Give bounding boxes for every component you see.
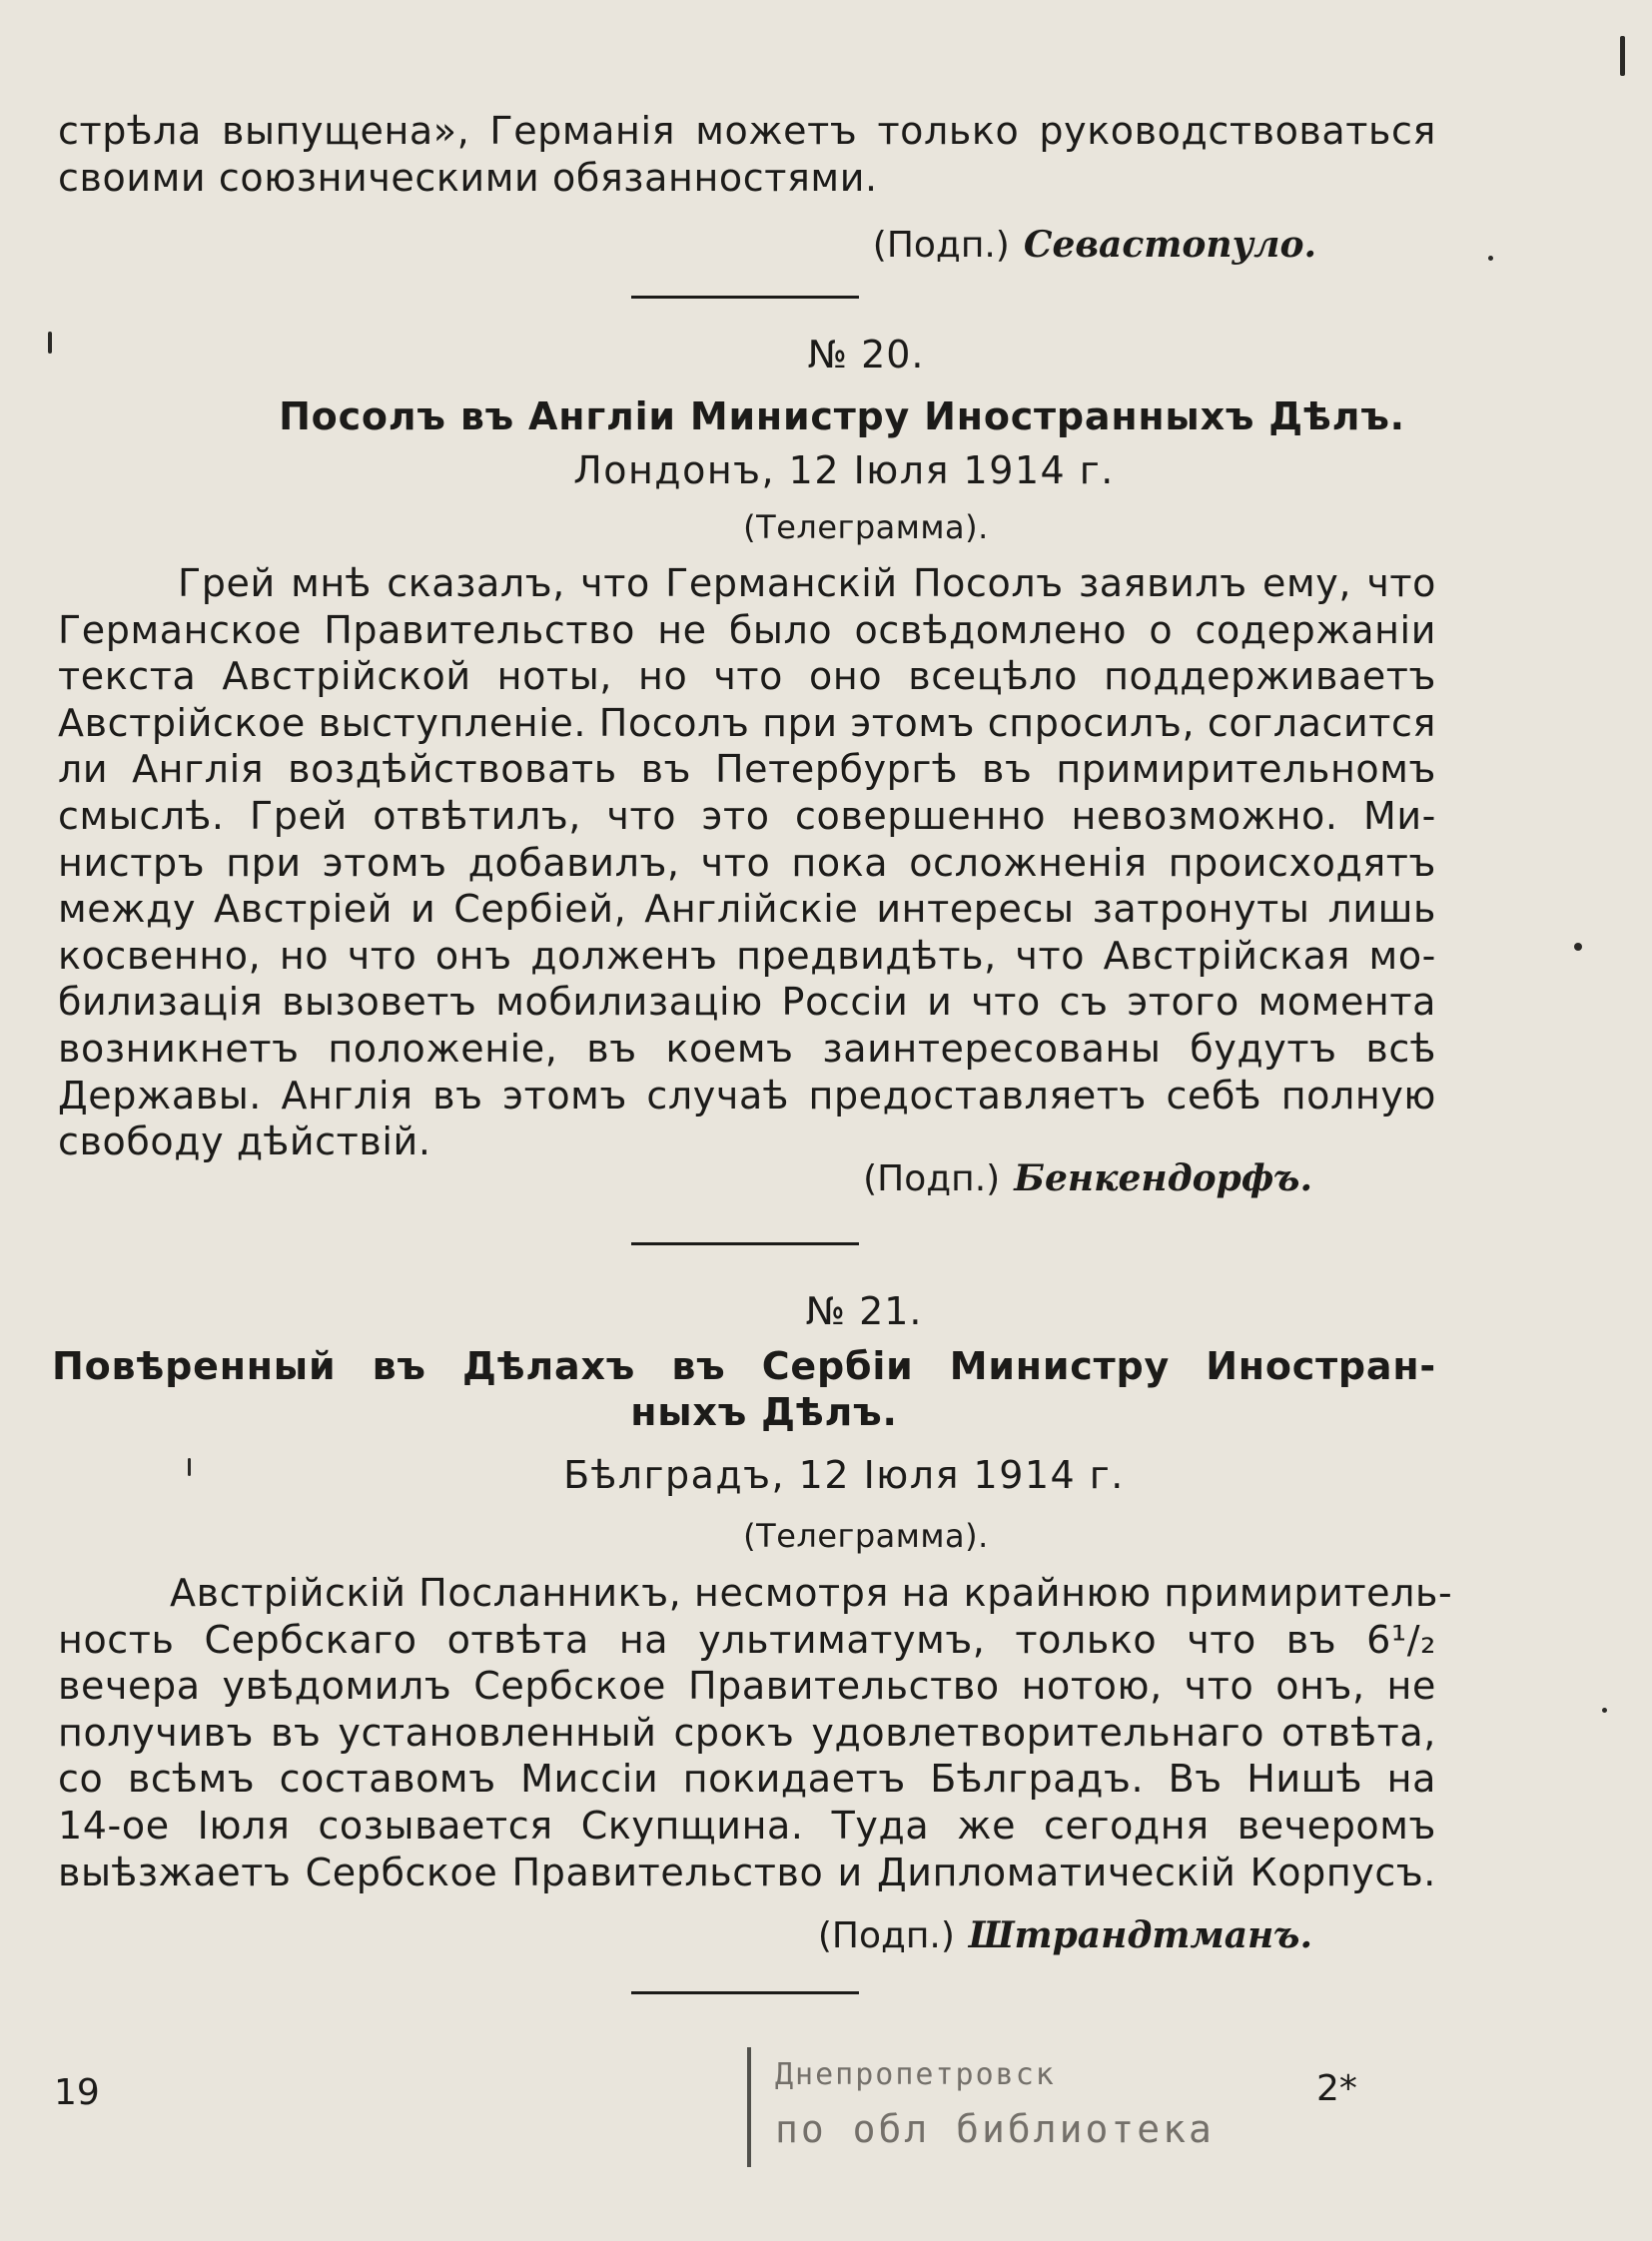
paper-speck — [188, 1458, 191, 1476]
text-line: билизація вызоветъ мобилизацію Россіи и что съ этого момента — [58, 980, 1436, 1025]
text-line: текста Австрійской ноты, но что оно всецѣло поддерживаетъ — [58, 654, 1436, 699]
document-type-21: (Телеграмма). — [743, 1517, 989, 1555]
text-line: ность Сербскаго отвѣта на ультиматумъ, только что въ 6¹/₂ — [58, 1617, 1436, 1662]
document-heading-20: Посолъ въ Англіи Министру Иностранныхъ Дѣлъ. — [279, 394, 1405, 438]
paper-speck — [1620, 36, 1625, 76]
text-line: 14-ое Іюля созывается Скупщина. Туда же сегодня вечеромъ — [58, 1803, 1436, 1848]
signature-name: Штрандтманъ. — [968, 1914, 1312, 1956]
place-date-20: Лондонъ, 12 Іюля 1914 г. — [573, 448, 1115, 492]
text-line: Австрійское выступленіе. Посолъ при этомъ спросилъ, согласится — [58, 700, 1436, 745]
document-number-21: № 21. — [805, 1289, 923, 1333]
document-number-20: № 20. — [807, 333, 925, 376]
text-line: Германское Правительство не было освѣдомлено о содержаніи — [58, 607, 1436, 652]
text-line: возникнетъ положеніе, въ коемъ заинтересованы будутъ всѣ — [58, 1026, 1436, 1071]
text-line: вечера увѣдомилъ Сербское Правительство нотою, что онъ, не — [58, 1664, 1436, 1709]
text-line: своими союзническими обязанностями. — [58, 155, 878, 200]
heading-line: Повѣренный въ Дѣлахъ въ Сербіи Министру Иностран- — [52, 1344, 1436, 1388]
signature-sevastopulo — [873, 223, 1316, 268]
text-line: Державы. Англія въ этомъ случаѣ предоставляетъ себѣ полную — [58, 1073, 1436, 1118]
intro-paragraph — [58, 108, 1436, 201]
text-line: со всѣмъ составомъ Миссіи покидаетъ Бѣлградъ. Въ Нишѣ на — [58, 1757, 1436, 1802]
text-line: свободу дѣйствій. — [58, 1120, 431, 1164]
text-line: между Австріей и Сербіей, Англійскіе интересы затронуты лишь — [58, 887, 1436, 932]
paper-speck — [1574, 943, 1582, 951]
signature-prefix: (Подп.) — [817, 1915, 955, 1956]
heading-line: ныхъ Дѣлъ. — [630, 1390, 898, 1434]
paper-speck — [1488, 256, 1493, 261]
signature-prefix: (Подп.) — [872, 225, 1010, 266]
place-date-21: Бѣлградъ, 12 Іюля 1914 г. — [563, 1453, 1125, 1497]
text-line: смыслѣ. Грей отвѣтилъ, что это совершенно невозможно. Ми- — [58, 793, 1436, 838]
stamp-line: Днепропетровск — [775, 2057, 1056, 2092]
text-line: нистръ при этомъ добавилъ, что пока осложненія происходятъ — [58, 840, 1436, 885]
signature-name: Севастопуло. — [1023, 224, 1316, 266]
text-line: ли Англія воздѣйствовать въ Петербургѣ въ примирительномъ — [58, 747, 1436, 792]
body-paragraph-20 — [58, 560, 1436, 1165]
stamp-line: по обл библиотека — [775, 2107, 1215, 2151]
section-divider — [631, 296, 859, 299]
text-line: выѣзжаетъ Сербское Правительство и Дипломатическій Корпусъ. — [58, 1850, 1436, 1894]
library-stamp — [747, 2047, 1221, 2167]
signature-strandtmann — [818, 1913, 1312, 1958]
paper-speck — [48, 332, 52, 354]
document-type-20: (Телеграмма). — [743, 508, 989, 546]
body-paragraph-21 — [58, 1570, 1453, 1895]
signature-prefix: (Подп.) — [863, 1158, 1001, 1199]
text-line: косвенно, но что онъ долженъ предвидѣть, что Австрійская мо- — [58, 933, 1436, 978]
text-line: Австрійскій Посланникъ, несмотря на крайнюю примиритель- — [170, 1571, 1453, 1615]
paper-speck — [1602, 1708, 1607, 1713]
text-line: получивъ въ установленный срокъ удовлетворительнаго отвѣта, — [58, 1710, 1436, 1755]
page-number: 19 — [54, 2072, 100, 2113]
section-divider — [631, 1991, 859, 1994]
signature-mark: 2* — [1316, 2068, 1357, 2109]
signature-benckendorff — [863, 1156, 1312, 1201]
text-line: Грей мнѣ сказалъ, что Германскій Посолъ заявилъ ему, что — [178, 561, 1436, 605]
signature-name: Бенкендорфъ. — [1014, 1157, 1312, 1199]
text-line: стрѣла выпущена», Германія можетъ только руководствоваться — [58, 109, 1436, 153]
document-heading-21 — [52, 1343, 1436, 1435]
section-divider — [631, 1242, 859, 1245]
